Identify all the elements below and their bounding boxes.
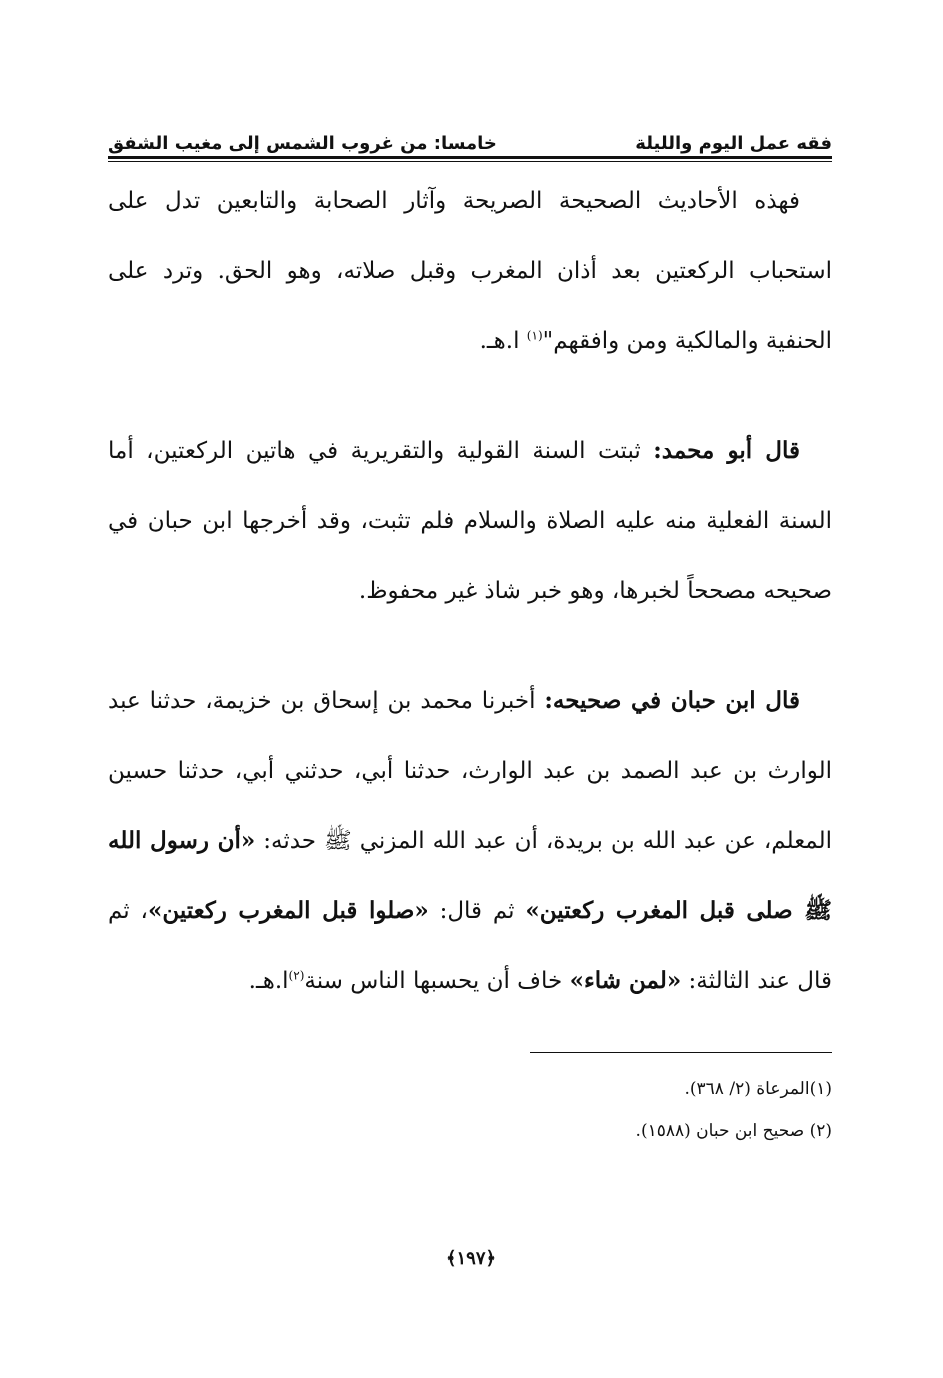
paragraph-gap (108, 626, 832, 666)
paragraph-3-text-d: خاف أن يحسبها الناس سنة (304, 968, 570, 994)
hadith-quote-2: «صلوا قبل المغرب ركعتين» (147, 897, 429, 924)
paragraph-2 (108, 416, 832, 626)
paragraph-3-text-a: أخبرنا محمد بن إسحاق بن خزيمة، حدثنا عبد الوارث بن عبد الصمد بن عبد الوارث، حدثنا أبي، حدثني أبي، حدثنا حسين المعلم، عن عبد الله بن بريدة، أن عبد الله المزني ﷺ حدثه: (108, 688, 832, 854)
body-text (108, 166, 832, 1016)
paragraph-2-text: ثبتت السنة القولية والتقريرية في هاتين الركعتين، أما السنة الفعلية منه عليه الصلاة والسلام فلم تثبت، وقد أخرجها ابن حبان في صحيحه مصححاً لخبرها، وهو خبر شاذ غير محفوظ. (108, 438, 832, 604)
paragraph-3-text-c: ، ثم قال عند الثالثة: (108, 898, 832, 994)
paragraph-1-text: فهذه الأحاديث الصحيحة الصريحة وآثار الصحابة والتابعين تدل على استحباب الركعتين بعد أذان المغرب وقبل صلاته، وهو الحق. وترد على الحنفية والمالكية ومن وافقهم" (108, 188, 832, 354)
footnote-1: (١)المرعاة (٢/ ٣٦٨). (684, 1079, 832, 1099)
paragraph-3 (108, 666, 832, 1016)
paragraph-2-lead: قال أبو محمد: (653, 437, 800, 464)
footnote-ref-1: (١) (526, 328, 543, 343)
running-header (108, 118, 832, 154)
paragraph-3-lead: قال ابن حبان في صحيحه: (544, 687, 801, 714)
paragraph-3-end: ا.هـ. (248, 968, 289, 994)
footnotes (108, 1068, 832, 1152)
paragraph-1-end: ا.هـ. (479, 328, 527, 354)
footnote-ref-2: (٢) (288, 968, 305, 983)
footnote-2: (٢) صحيح ابن حبان (١٥٨٨). (635, 1121, 832, 1141)
footnote-rule (530, 1052, 832, 1053)
page-number: ﴿١٩٧﴾ (445, 1248, 497, 1269)
chapter-title: خامسا: من غروب الشمس إلى مغيب الشفق (108, 133, 497, 154)
book-title: فقه عمل اليوم والليلة (635, 133, 832, 154)
header-rule (108, 156, 832, 162)
paragraph-1 (108, 166, 832, 376)
paragraph-gap (108, 376, 832, 416)
hadith-quote-1: «أن رسول الله ﷺ صلى قبل المغرب ركعتين» (108, 827, 833, 924)
hadith-quote-3: «لمن شاء» (569, 967, 682, 994)
paragraph-3-text-b: ثم قال: (428, 898, 526, 924)
